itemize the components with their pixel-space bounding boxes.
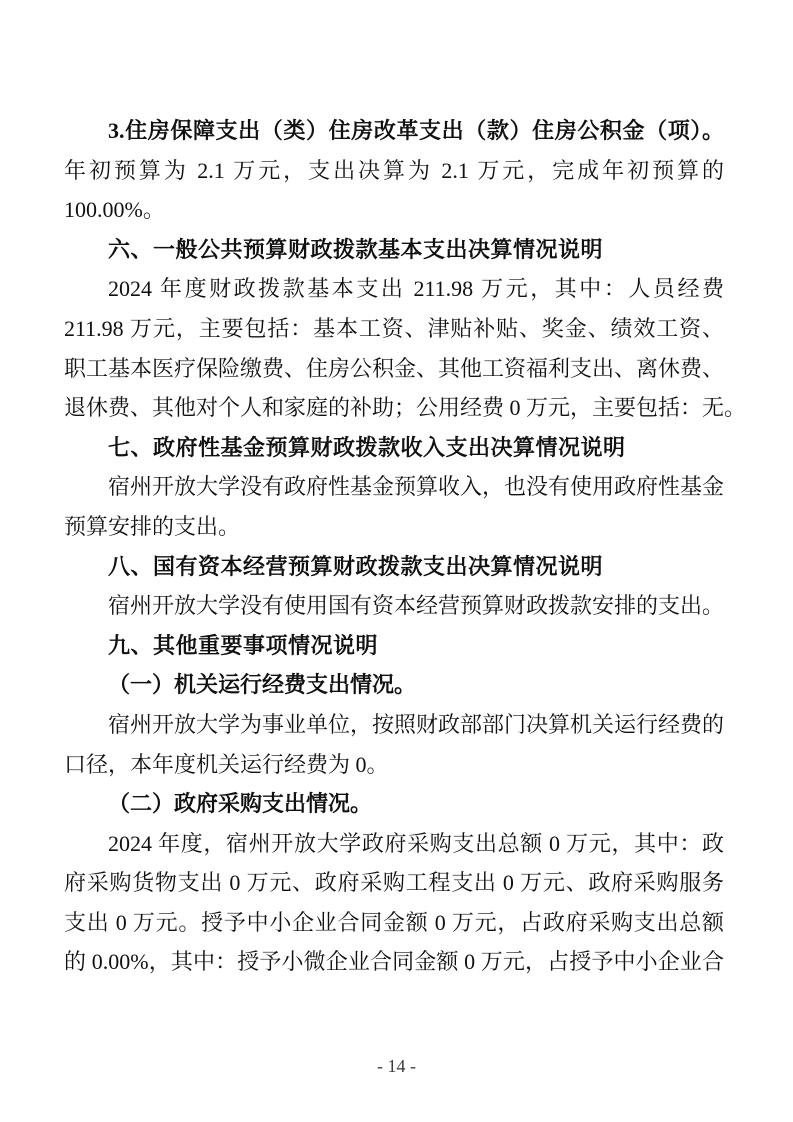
body-line: 宿州开放大学没有政府性基金预算收入，也没有使用政府性基金 [108, 474, 725, 500]
subsection-heading-one: （一）机关运行经费支出情况。 [108, 672, 417, 698]
body-line: 宿州开放大学没有使用国有资本经营预算财政拨款安排的支出。 [108, 593, 725, 619]
page-number: - 14 - [377, 1056, 416, 1076]
section-heading-six: 六、一般公共预算财政拨款基本支出决算情况说明 [108, 236, 604, 262]
body-line: 口径，本年度机关运行经费为 0。 [64, 751, 389, 777]
subsection-heading-two: （二）政府采购支出情况。 [108, 791, 373, 817]
body-line: 2024 年度，宿州开放大学政府采购支出总额 0 万元，其中：政 [108, 830, 724, 856]
body-line: 100.00%。 [64, 197, 165, 223]
body-line: 年初预算为 2.1 万元，支出决算为 2.1 万元，完成年初预算的 [64, 157, 724, 183]
body-line: 支出 0 万元。授予中小企业合同金额 0 万元，占政府采购支出总额 [64, 909, 724, 935]
section-heading-nine: 九、其他重要事项情况说明 [108, 632, 379, 658]
body-line: 2024 年度财政拨款基本支出 211.98 万元，其中：人员经费 [108, 276, 724, 302]
section-heading-seven: 七、政府性基金预算财政拨款收入支出决算情况说明 [108, 434, 626, 460]
body-line: 宿州开放大学为事业单位，按照财政部部门决算机关运行经费的 [108, 711, 725, 737]
document-body [64, 111, 747, 982]
body-line: 预算安排的支出。 [64, 513, 241, 539]
para-housing-lead: 3.住房保障支出（类）住房改革支出（款）住房公积金（项）。 [108, 118, 724, 143]
body-line: 职工基本医疗保险缴费、住房公积金、其他工资福利支出、离休费、 [64, 355, 725, 381]
body-line: 211.98 万元，主要包括：基本工资、津贴补贴、奖金、绩效工资、 [64, 315, 724, 341]
section-heading-eight: 八、国有资本经营预算财政拨款支出决算情况说明 [108, 553, 604, 579]
body-line: 的 0.00%，其中：授予小微企业合同金额 0 万元，占授予中小企业合 [64, 949, 724, 975]
body-line: 府采购货物支出 0 万元、政府采购工程支出 0 万元、政府采购服务 [64, 870, 724, 896]
body-line: 退休费、其他对个人和家庭的补助；公用经费 0 万元，主要包括：无。 [64, 395, 747, 421]
